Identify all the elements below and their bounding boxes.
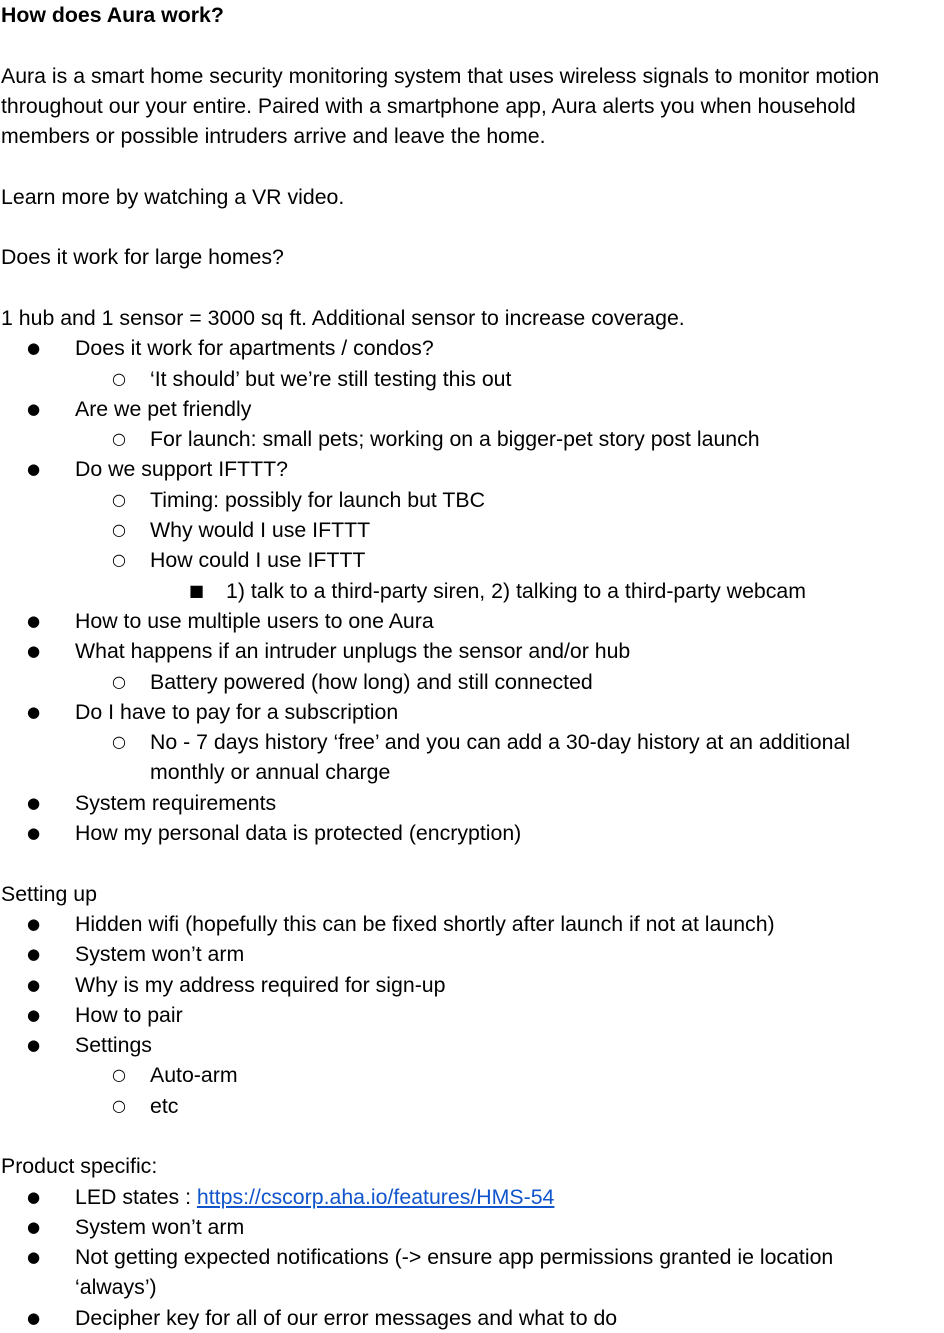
led-states-link[interactable]: https://cscorp.aha.io/features/HMS-54 [196,1184,555,1209]
bullet-circle-icon: ○ [112,489,126,509]
list-item [1,1060,944,1090]
list-item [1,424,944,454]
faq-data-protection: How my personal data is protected (encryption) [75,821,522,846]
faq-ifttt: Do we support IFTTT? [75,457,289,482]
large-homes-answer: 1 hub and 1 sensor = 3000 sq ft. Additional sensor to increase coverage. [1,305,685,330]
large-homes-question: Does it work for large homes? [1,245,284,270]
list-item [1,545,944,606]
setup-etc: etc [150,1093,179,1118]
list-item [1,1212,944,1242]
spacer [1,273,944,303]
setup-hidden-wifi: Hidden wifi (hopefully this can be fixed shortly after launch if not at launch) [75,911,775,936]
bullet-disc-icon: ● [27,793,41,812]
bullet-disc-icon: ● [27,1005,41,1024]
list-item [1,818,944,848]
spacer [1,212,944,242]
setup-settings: Settings [75,1033,152,1058]
bullet-disc-icon: ● [27,1187,41,1206]
learn-more-text: Learn more by watching a VR video. [1,184,345,209]
list-item [1,485,944,515]
list-item [1,636,944,697]
setup-address: Why is my address required for sign-up [75,972,446,997]
list-item [1,788,944,818]
bullet-disc-icon: ● [27,1217,41,1236]
faq-list [1,333,944,848]
list-item [1,667,944,697]
faq-ifttt-how: How could I use IFTTT [150,548,366,573]
list-item [1,909,944,939]
product-wont-arm: System won’t arm [75,1214,245,1239]
list-item [1,515,944,545]
faq-sysreq: System requirements [75,790,277,815]
setup-list [1,909,944,1121]
bullet-circle-icon: ○ [112,732,126,752]
list-item [1,1000,944,1030]
page-title: How does Aura work? [1,3,224,27]
list-item [1,606,944,636]
list-item [1,727,944,788]
list-item [1,576,944,606]
bullet-disc-icon: ● [27,824,41,843]
faq-subscription-answer: No - 7 days history ‘free’ and you can add a 30-day history at an additional monthly or annual charge [150,730,851,785]
list-item [1,1091,944,1121]
setup-heading: Setting up [1,881,97,906]
bullet-disc-icon: ● [27,611,41,630]
intro-paragraph: Aura is a smart home security monitoring system that uses wireless signals to monitor motion throughout our your entire. Paired with a smartphone app, Aura alerts you when household members or possible intruders arrive and leave the home. [1,63,880,149]
faq-pets-answer: For launch: small pets; working on a bigger-pet story post launch [150,427,760,452]
product-list [1,1182,944,1333]
sub-list [1,1060,944,1121]
document-body [1,0,944,1333]
bullet-circle-icon: ○ [112,429,126,449]
faq-subscription: Do I have to pay for a subscription [75,699,399,724]
spacer [1,1121,944,1151]
sub-list [1,485,944,606]
faq-ifttt-how-answer: 1) talk to a third-party siren, 2) talking to a third-party webcam [226,578,806,603]
product-notifications: Not getting expected notifications (-> ensure app permissions granted ie location ‘always’) [75,1245,834,1300]
faq-multi-users: How to use multiple users to one Aura [75,608,434,633]
bullet-circle-icon: ○ [112,671,126,691]
bullet-disc-icon: ● [27,399,41,418]
list-item [1,939,944,969]
spacer [1,151,944,181]
list-item [1,1242,944,1303]
product-heading: Product specific: [1,1154,158,1179]
bullet-disc-icon: ● [27,702,41,721]
setup-wont-arm: System won’t arm [75,942,245,967]
faq-unplug: What happens if an intruder unplugs the sensor and/or hub [75,639,631,664]
bullet-circle-icon: ○ [112,1095,126,1115]
faq-apartments-answer: ‘It should’ but we’re still testing this out [150,366,512,391]
spacer [1,30,944,60]
spacer [1,848,944,878]
list-item [1,333,944,394]
bullet-square-icon: ■ [189,580,205,600]
bullet-circle-icon: ○ [112,368,126,388]
bullet-disc-icon: ● [27,460,41,479]
sub-list [1,424,944,454]
bullet-disc-icon: ● [27,914,41,933]
bullet-disc-icon: ● [27,1036,41,1055]
bullet-disc-icon: ● [27,642,41,661]
list-item [1,1182,944,1212]
faq-apartments: Does it work for apartments / condos? [75,336,434,361]
product-decipher: Decipher key for all of our error messages and what to do [75,1305,618,1330]
list-item [1,1303,944,1333]
list-item [1,364,944,394]
bullet-disc-icon: ● [27,945,41,964]
bullet-circle-icon: ○ [112,520,126,540]
bullet-disc-icon: ● [27,975,41,994]
bullet-disc-icon: ● [27,1248,41,1267]
list-item [1,394,944,455]
setup-auto-arm: Auto-arm [150,1063,238,1088]
bullet-circle-icon: ○ [112,1065,126,1085]
faq-ifttt-timing: Timing: possibly for launch but TBC [150,487,485,512]
bullet-disc-icon: ● [27,1308,41,1327]
led-states-label: LED states : [75,1184,197,1209]
list-item [1,697,944,788]
bullet-circle-icon: ○ [112,550,126,570]
sub-list [1,727,944,788]
sub-sub-list [1,576,944,606]
product-led-states [75,1182,944,1212]
faq-pets: Are we pet friendly [75,396,252,421]
list-item [1,1030,944,1121]
faq-unplug-answer: Battery powered (how long) and still connected [150,669,593,694]
faq-ifttt-why: Why would I use IFTTT [150,518,371,543]
list-item [1,454,944,605]
setup-pair: How to pair [75,1002,183,1027]
sub-list [1,364,944,394]
bullet-disc-icon: ● [27,339,41,358]
sub-list [1,667,944,697]
list-item [1,970,944,1000]
